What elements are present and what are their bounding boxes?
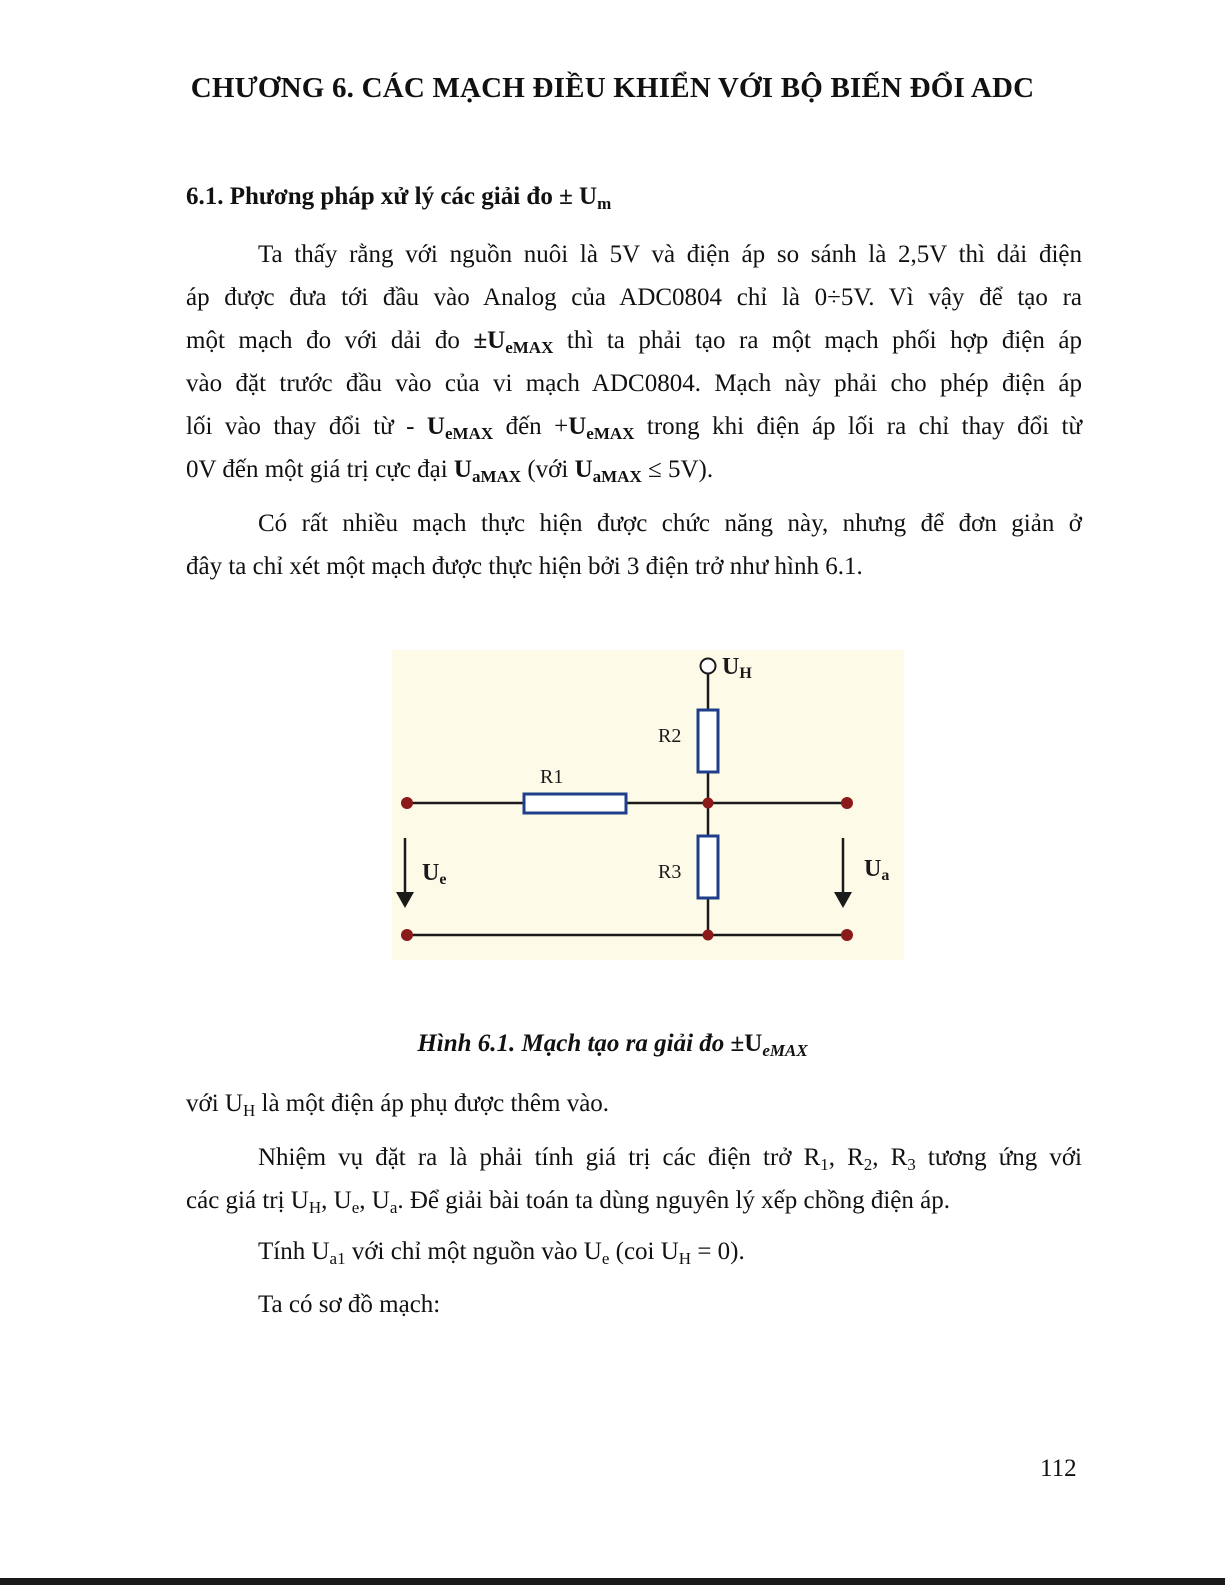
paragraph-1-line-3: một mạch đo với dải đo $\pm U_{eMAX}$ thì ta phải tạo ra một mạch phối hợp điện áp [186,327,1082,358]
paragraph-1-line-6: 0V đến một giá trị cực đại $U_{aMAX}$ (với $U_{aMAX} \le 5V$). [186,456,714,487]
range-symbol: $\pm U_{eMAX}$ [473,327,554,358]
paragraph-1-line-5: lối vào thay đổi từ - $U_{eMAX}$ đến $+U_{eMAX}$ trong khi điện áp lối ra chỉ thay đổi từ [186,413,1082,444]
label-r2: R2 [658,725,682,747]
paragraph-3: với $U_H$ là một điện áp phụ được thêm vào. [186,1090,610,1121]
paragraph-1-line-2: áp được đưa tới đầu vào Analog của ADC0804 chỉ là 0÷5V. Vì vậy để tạo ra [186,284,1082,311]
label-ue: Ue [422,860,447,888]
section-heading [186,183,612,214]
uh-terminal [701,659,716,674]
resistor-r3 [698,836,718,898]
node-bottom-mid [703,930,714,941]
section-number: 6.1. [186,183,224,210]
paragraph-6: Ta có sơ đồ mạch: [258,1291,441,1318]
paragraph-2-line-2: đây ta chỉ xét một mạch được thực hiện bởi 3 điện trở như hình 6.1. [186,553,863,580]
paragraph-2-line-1: Có rất nhiều mạch thực hiện được chức năng này, nhưng để đơn giản ở [258,510,1082,537]
chapter-title: CHƯƠNG 6. CÁC MẠCH ĐIỀU KHIỂN VỚI BỘ BIẾN ĐỔI ADC [190,72,1035,104]
paragraph-4 [186,1136,1082,1222]
section-title: Phương pháp xử lý các giải đo ± U [229,183,598,210]
figure-caption: Hình 6.1. Mạch tạo ra giải đo $\pm U_{eMAX}$ [417,1030,808,1061]
paragraph-1 [186,233,1082,491]
label-r3: R3 [658,861,682,883]
label-uh: UH [722,654,752,682]
paragraph-5: Tính $U_{a1}$ với chỉ một nguồn vào $U_e$ (coi $U_H = 0$). [258,1238,745,1269]
paragraph-1-line-1: Ta thấy rằng với nguồn nuôi là 5V và điện áp so sánh là 2,5V thì dải điện [258,241,1082,268]
resistor-r1 [524,794,626,813]
node-bottom-right [841,929,853,941]
paragraph-4-line-1: Nhiệm vụ đặt ra là phải tính giá trị các điện trở $R_1$, $R_2$, $R_3$ tương ứng với [258,1144,1082,1175]
label-r1: R1 [540,766,564,788]
node-top-right [841,797,853,809]
resistor-r2 [698,710,718,772]
bottom-border [0,1578,1225,1585]
page-number: 112 [1040,1455,1077,1482]
section-title-sub: m [597,194,612,214]
paragraph-4-line-2: các giá trị $U_H$, $U_e$, $U_a$. Để giải bài toán ta dùng nguyên lý xếp chồng điện áp. [186,1187,950,1218]
label-ua: Ua [864,856,890,884]
node-top-mid [703,798,714,809]
paragraph-2 [186,502,1082,588]
node-bottom-left [401,929,413,941]
figure-background [392,650,904,960]
paragraph-1-line-4: vào đặt trước đầu vào của vi mạch ADC0804. Mạch này phải cho phép điện áp [186,370,1082,397]
circuit-figure [392,650,904,960]
node-top-left [401,797,413,809]
